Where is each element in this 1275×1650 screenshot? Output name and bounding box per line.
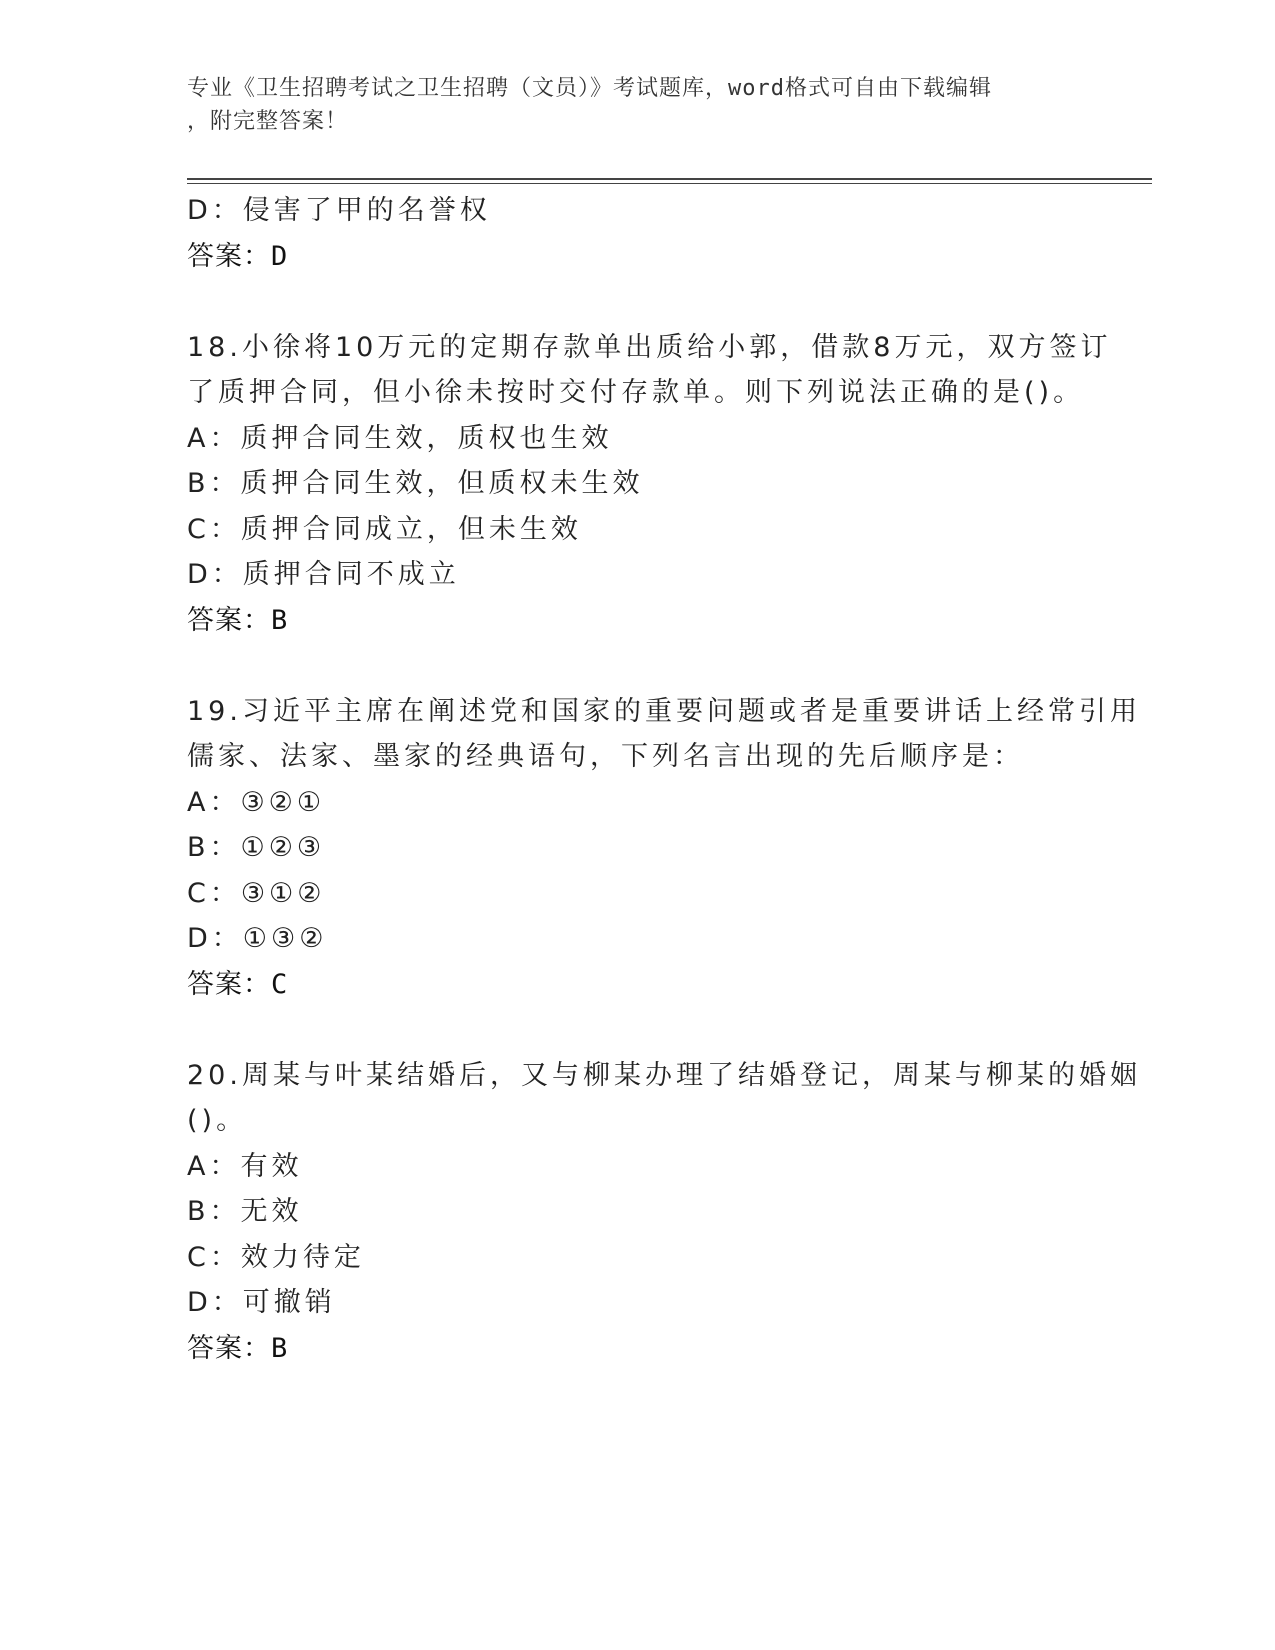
- header-divider-thick: [187, 178, 1152, 180]
- question-stem-line: 儒家、法家、墨家的经典语句，下列名言出现的先后顺序是：: [187, 741, 1024, 772]
- answer-line: [187, 1326, 1147, 1372]
- header-divider-thin: [187, 183, 1152, 184]
- option-d: D：侵害了甲的名誉权: [187, 195, 491, 226]
- answer-line: [187, 962, 1147, 1008]
- question-stem-line: 19.习近平主席在阐述党和国家的重要问题或者是重要讲话上经常引用: [187, 695, 1141, 727]
- answer-line: [187, 234, 1147, 280]
- option-a: A：有效: [187, 1150, 303, 1182]
- spacer: [187, 643, 1147, 689]
- option-c: C：③①②: [187, 877, 326, 909]
- option-c: C：质押合同成立，但未生效: [187, 513, 582, 545]
- header-line-2: ，附完整答案！: [187, 109, 349, 134]
- previous-question-tail: [187, 188, 1147, 279]
- question-stem-line: ()。: [187, 1105, 248, 1136]
- option-b: B：质押合同生效，但质权未生效: [187, 468, 644, 499]
- document-header: [187, 72, 1087, 138]
- question-stem-line: 了质押合同，但小徐未按时交付存款单。则下列说法正确的是()。: [187, 377, 1085, 408]
- answer-label: 答案：: [187, 1332, 271, 1364]
- answer-label: 答案：: [187, 604, 271, 636]
- option-d: D：①③②: [187, 923, 328, 954]
- question-stem-line: 18.小徐将10万元的定期存款单出质给小郭，借款8万元，双方签订: [187, 331, 1112, 363]
- option-d: D：质押合同不成立: [187, 559, 460, 590]
- option-c: C：效力待定: [187, 1241, 365, 1273]
- answer-label: 答案：: [187, 240, 271, 272]
- answer-value: B: [271, 604, 289, 636]
- question-18: [187, 325, 1147, 644]
- answer-line: [187, 598, 1147, 644]
- answer-value: B: [271, 1332, 289, 1364]
- option-a: A：③②①: [187, 786, 326, 818]
- spacer: [187, 1007, 1147, 1053]
- question-19: [187, 689, 1147, 1008]
- option-d: D：可撤销: [187, 1287, 336, 1318]
- option-b: B：①②③: [187, 832, 326, 863]
- spacer: [187, 279, 1147, 325]
- answer-value: D: [271, 240, 289, 272]
- question-list: [187, 188, 1147, 1371]
- option-b: B：无效: [187, 1196, 303, 1227]
- option-a: A：质押合同生效，质权也生效: [187, 422, 613, 454]
- answer-label: 答案：: [187, 968, 271, 1000]
- answer-value: C: [271, 968, 289, 1000]
- question-stem-line: 20.周某与叶某结婚后，又与柳某办理了结婚登记，周某与柳某的婚姻: [187, 1059, 1141, 1091]
- header-line-1: 专业《卫生招聘考试之卫生招聘（文员）》考试题库，word格式可自由下载编辑: [187, 76, 992, 101]
- question-20: [187, 1053, 1147, 1372]
